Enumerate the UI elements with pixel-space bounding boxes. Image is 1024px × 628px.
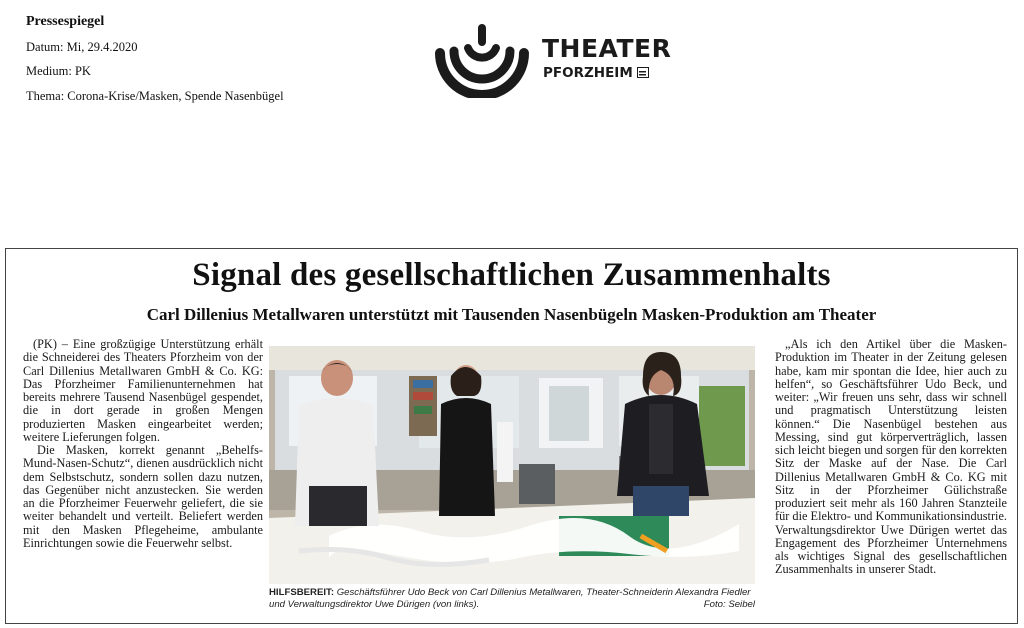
article-headline: Signal des gesellschaftlichen Zusammenhalts	[192, 257, 831, 293]
article-paragraph: (PK) – Eine großzügige Unterstützung erhält die Schneiderei des Theaters Pforzheim von der Carl Dillenius Metallwaren GmbH & Co. KG: Das Pforzheimer Familienunternehmen hat bereits mehrere Tausend Nasenbügel gespendet, die in dort gerade in großen Mengen produzierten Masken eingearbeitet werden; weitere Lieferungen folgen.	[23, 337, 263, 444]
meta-title: Pressespiegel	[26, 14, 105, 29]
press-meta	[26, 10, 386, 108]
meta-datum: Datum: Mi, 29.4.2020	[26, 39, 138, 54]
caption-lead: HILFSBEREIT:	[269, 587, 335, 598]
article-paragraph: „Als ich den Artikel über die Masken-Produktion im Theater in der Zeitung gelesen habe, kam mir spontan die Idee, hier auch zu helfen“, so Geschäftsführer Udo Beck, und weiter: „Wir freuen uns sehr, dass wir schnell und pragmatisch Unterstützung leisten können.“ Die Nasenbügel bestehen aus Messing, sind gut körperverträglich, lassen sich leicht biegen und sorgen für den korrekten Sitz der Maske auf der Nase. Die Carl Dillenius Metallwaren GmbH & Co. KG mit Sitz in der Pforzheimer Gülichstraße produziert seit mehr als 160 Jahren Stanzteile für die Elektro- und Kommunikationsindustrie. Verwaltungsdirektor Uwe Dürigen wertet das Engagement des Pforzheimer Unternehmens als wichtiges Signal des gesellschaftlichen Zusammenhalts in unserer Stadt.	[775, 337, 1007, 577]
logo-mark-icon	[637, 67, 649, 78]
photo-credit: Foto: Seibel	[703, 599, 755, 610]
article-column-left	[23, 338, 263, 550]
caption-text: Geschäftsführer Udo Beck von Carl Dillenius Metallwaren, Theater-Schneiderin Alexandra Fiedler und Verwaltungsdirektor Uwe Dürigen (von links).	[269, 587, 751, 610]
article-column-right	[775, 338, 1007, 577]
logo-line-1: THEATER	[542, 34, 672, 63]
workshop-photo-image	[269, 346, 755, 584]
photo-caption	[269, 587, 755, 611]
meta-medium: Medium: PK	[26, 64, 91, 78]
meta-thema: Thema: Corona-Krise/Masken, Spende Nasenbügel	[26, 88, 284, 103]
article-subline: Carl Dillenius Metallwaren unterstützt mit Tausenden Nasenbügeln Masken-Produktion am Theater	[146, 305, 877, 324]
logo-line-2-text: PFORZHEIM	[543, 65, 633, 81]
theater-logo-icon	[432, 18, 532, 98]
theater-logo	[432, 18, 682, 98]
article-paragraph: Die Masken, korrekt genannt „Behelfs-Mund-Nasen-Schutz“, dienen ausdrücklich nicht dem Selbstschutz, sondern sollen dazu nutzen, das Gegenüber nicht anzustecken. Sie werden an die Pforzheimer Feuerwehr geliefert, die sie weiter behandelt und verteilt. Beliefert werden mit den Masken Pflegeheime, ambulante Einrichtungen sowie die Feuerwehr selbst.	[23, 443, 263, 550]
article-photo	[269, 346, 755, 584]
logo-line-2	[543, 65, 649, 81]
newspaper-article	[5, 248, 1018, 624]
